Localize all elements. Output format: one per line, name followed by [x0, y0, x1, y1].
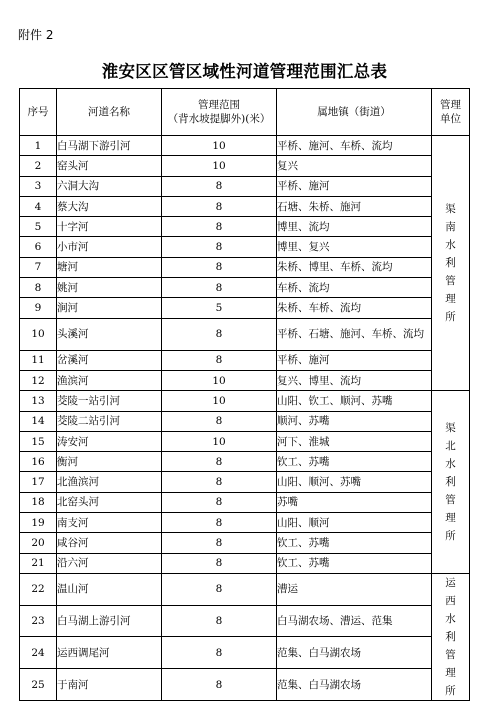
table-row [20, 573, 470, 605]
river-name: 塘河 [57, 257, 162, 277]
management-range: 8 [162, 452, 277, 472]
table-row [20, 553, 470, 573]
management-unit [432, 573, 470, 700]
attachment-label: 附件 2 [18, 28, 54, 42]
towns: 白马湖农场、漕运、范集 [277, 605, 432, 637]
towns: 苏嘴 [277, 492, 432, 512]
towns: 复兴、博里、流均 [277, 370, 432, 390]
table-row [20, 391, 470, 411]
river-name: 北渔滨河 [57, 472, 162, 492]
river-name: 姚河 [57, 278, 162, 298]
table-row [20, 350, 470, 370]
row-index: 5 [20, 217, 57, 237]
header-unit-line2: 单位 [440, 113, 461, 125]
towns: 河下、淮城 [277, 431, 432, 451]
row-index: 7 [20, 257, 57, 277]
header-unit-line1: 管理 [440, 99, 461, 111]
management-unit [432, 136, 470, 391]
river-name: 六洞大沟 [57, 176, 162, 196]
management-range: 8 [162, 513, 277, 533]
row-index: 21 [20, 553, 57, 573]
towns: 平桥、施河 [277, 350, 432, 370]
management-range: 8 [162, 196, 277, 216]
river-name: 白马湖上游引河 [57, 605, 162, 637]
row-index: 15 [20, 431, 57, 451]
table-row [20, 176, 470, 196]
towns: 朱桥、博里、车桥、流均 [277, 257, 432, 277]
management-range: 8 [162, 605, 277, 637]
page-title: 淮安区区管区域性河道管理范围汇总表 [101, 62, 388, 81]
towns: 山阳、顺河、苏嘴 [277, 472, 432, 492]
management-range: 8 [162, 217, 277, 237]
header-range-line2: （背水坡提脚外)(米） [167, 113, 271, 125]
row-index: 10 [20, 318, 57, 350]
table-row [20, 637, 470, 669]
management-range: 8 [162, 278, 277, 298]
table-row [20, 318, 470, 350]
river-name: 渔滨河 [57, 370, 162, 390]
header-management-unit [432, 89, 470, 136]
row-index: 2 [20, 156, 57, 176]
row-index: 24 [20, 637, 57, 669]
towns: 平桥、施河 [277, 176, 432, 196]
river-name: 蔡大沟 [57, 196, 162, 216]
table-row [20, 411, 470, 431]
river-name: 温山河 [57, 573, 162, 605]
management-range: 8 [162, 492, 277, 512]
table-row [20, 257, 470, 277]
management-range: 8 [162, 669, 277, 701]
river-name: 茭陵一站引河 [57, 391, 162, 411]
towns: 复兴 [277, 156, 432, 176]
towns: 钦工、苏嘴 [277, 452, 432, 472]
table-row [20, 669, 470, 701]
table-row [20, 237, 470, 257]
river-name: 十字河 [57, 217, 162, 237]
river-name: 头溪河 [57, 318, 162, 350]
row-index: 1 [20, 136, 57, 156]
towns: 博里、复兴 [277, 237, 432, 257]
towns: 钦工、苏嘴 [277, 533, 432, 553]
header-range-line1: 管理范围 [198, 99, 240, 111]
row-index: 9 [20, 298, 57, 318]
towns: 车桥、流均 [277, 278, 432, 298]
table-row [20, 492, 470, 512]
table-row [20, 533, 470, 553]
row-index: 13 [20, 391, 57, 411]
table-row [20, 513, 470, 533]
row-index: 23 [20, 605, 57, 637]
header-river-name: 河道名称 [57, 89, 162, 136]
row-index: 11 [20, 350, 57, 370]
table-row [20, 156, 470, 176]
management-range: 10 [162, 431, 277, 451]
towns: 范集、白马湖农场 [277, 637, 432, 669]
row-index: 22 [20, 573, 57, 605]
table-row [20, 472, 470, 492]
river-name: 南支河 [57, 513, 162, 533]
table-row [20, 452, 470, 472]
management-range: 8 [162, 553, 277, 573]
table-row [20, 298, 470, 318]
row-index: 17 [20, 472, 57, 492]
towns: 漕运 [277, 573, 432, 605]
management-range: 8 [162, 257, 277, 277]
row-index: 12 [20, 370, 57, 390]
management-range: 10 [162, 370, 277, 390]
row-index: 25 [20, 669, 57, 701]
management-unit-label: 渠北水利管理所 [445, 422, 456, 543]
management-range: 10 [162, 136, 277, 156]
header-management-range [162, 89, 277, 136]
table-row [20, 370, 470, 390]
table-row [20, 278, 470, 298]
management-unit-label: 运西水利管理所 [445, 576, 456, 697]
row-index: 4 [20, 196, 57, 216]
row-index: 8 [20, 278, 57, 298]
management-range: 8 [162, 411, 277, 431]
river-name: 于南河 [57, 669, 162, 701]
management-range: 8 [162, 350, 277, 370]
towns: 平桥、施河、车桥、流均 [277, 136, 432, 156]
towns: 博里、流均 [277, 217, 432, 237]
row-index: 14 [20, 411, 57, 431]
management-unit [432, 391, 470, 574]
management-range: 8 [162, 237, 277, 257]
management-range: 8 [162, 318, 277, 350]
river-name: 咸谷河 [57, 533, 162, 553]
row-index: 20 [20, 533, 57, 553]
towns: 朱桥、车桥、流均 [277, 298, 432, 318]
river-name: 北窑头河 [57, 492, 162, 512]
river-name: 岔溪河 [57, 350, 162, 370]
table-body [20, 136, 470, 701]
river-name: 运西调尾河 [57, 637, 162, 669]
row-index: 3 [20, 176, 57, 196]
row-index: 19 [20, 513, 57, 533]
management-range: 10 [162, 156, 277, 176]
management-range: 5 [162, 298, 277, 318]
table-row [20, 136, 470, 156]
river-summary-table [19, 88, 470, 701]
management-range: 8 [162, 176, 277, 196]
towns: 钦工、苏嘴 [277, 553, 432, 573]
towns: 顺河、苏嘴 [277, 411, 432, 431]
river-name: 窑头河 [57, 156, 162, 176]
row-index: 16 [20, 452, 57, 472]
management-range: 8 [162, 472, 277, 492]
table-header-row [20, 89, 470, 136]
towns: 范集、白马湖农场 [277, 669, 432, 701]
river-name: 小市河 [57, 237, 162, 257]
towns: 山阳、钦工、顺河、苏嘴 [277, 391, 432, 411]
river-name: 白马湖下游引河 [57, 136, 162, 156]
row-index: 6 [20, 237, 57, 257]
header-towns: 属地镇（街道） [277, 89, 432, 136]
row-index: 18 [20, 492, 57, 512]
river-name: 涧河 [57, 298, 162, 318]
header-index: 序号 [20, 89, 57, 136]
management-range: 8 [162, 533, 277, 553]
towns: 石塘、朱桥、施河 [277, 196, 432, 216]
table-row [20, 605, 470, 637]
towns: 平桥、石塘、施河、车桥、流均 [277, 318, 432, 350]
towns: 山阳、顺河 [277, 513, 432, 533]
table-row [20, 217, 470, 237]
river-name: 沿六河 [57, 553, 162, 573]
management-range: 10 [162, 391, 277, 411]
table-row [20, 431, 470, 451]
river-name: 茭陵二站引河 [57, 411, 162, 431]
management-range: 8 [162, 573, 277, 605]
management-range: 8 [162, 637, 277, 669]
management-unit-label: 渠南水利管理所 [445, 203, 456, 324]
table-row [20, 196, 470, 216]
river-name: 涛安河 [57, 431, 162, 451]
river-name: 衡河 [57, 452, 162, 472]
